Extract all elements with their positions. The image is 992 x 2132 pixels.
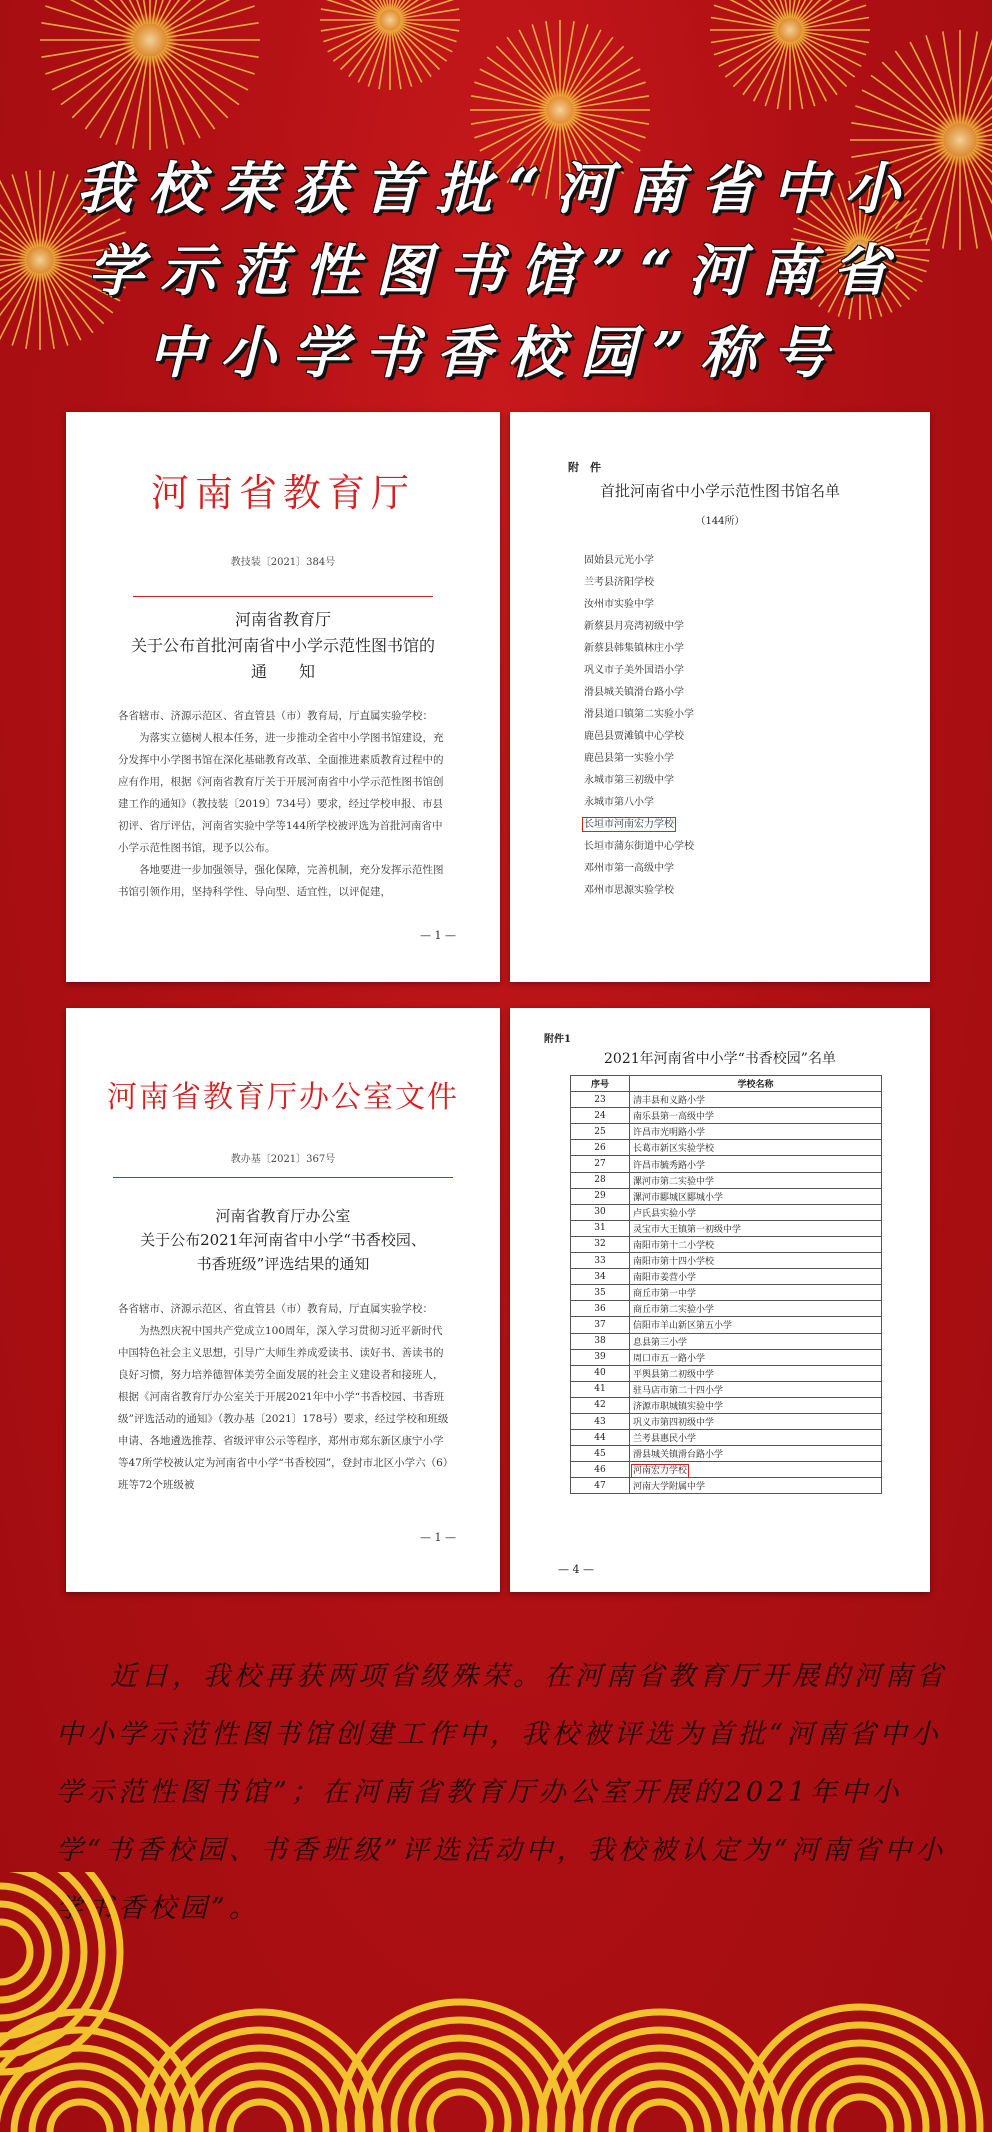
school-name: 巩义市第四初级中学 [630,1413,882,1429]
list-item: 鹿邑县第一实验小学 [584,753,674,764]
list-count: （144所） [695,516,745,527]
table-row [571,1365,882,1381]
list-item: 永城市第八小学 [584,797,654,808]
doc-number: 教办基〔2021〕367号 [230,1154,336,1165]
table-row [571,1349,882,1365]
table-row [571,1462,882,1478]
table-row [571,1204,882,1220]
school-name: 南阳市姜营小学 [630,1269,882,1285]
row-number: 37 [571,1317,630,1333]
row-number: 25 [571,1124,630,1140]
list-item-highlighted [584,814,694,836]
list-item: 兰考县济阳学校 [584,577,654,588]
doc-title-line3: 通 知 [250,662,315,681]
row-number: 31 [571,1220,630,1236]
row-number: 39 [571,1349,630,1365]
document-book-campus-list [510,1008,930,1592]
list-item: 汝州市实验中学 [584,599,654,610]
doc-title-line2: 关于公布2021年河南省中小学“书香校园、 [140,1231,426,1249]
document-library-list [510,412,930,982]
highlighted-school: 河南宏力学校 [633,1466,688,1477]
row-number: 36 [571,1301,630,1317]
table-row [571,1397,882,1413]
school-name: 周口市五一路小学 [630,1349,882,1365]
page-number: — 1 — [420,929,456,942]
body-paragraph: 各地要进一步加强领导，强化保障，完善机制，充分发挥示范性图书馆引领作用，坚持科学性、导向型、适宜性，以评促建， [118,864,444,898]
table-row [571,1478,882,1494]
school-name: 灵宝市大王镇第一初级中学 [630,1220,882,1236]
list-item: 邓州市第一高级中学 [584,863,674,874]
table-row [571,1220,882,1236]
school-name: 南乐县第一高级中学 [630,1108,882,1124]
list-item: 鹿邑县贾滩镇中心学校 [584,731,684,742]
list-title: 首批河南省中小学示范性图书馆名单 [599,482,840,500]
list-item: 巩义市子美外国语小学 [584,665,684,676]
table-body [571,1092,882,1494]
row-number: 46 [571,1462,630,1478]
doc-header: 河南省教育厅 [150,471,415,515]
table-row [571,1317,882,1333]
school-name: 卢氏县实验小学 [630,1204,882,1220]
document-notice-book-campus [66,1008,500,1592]
school-name [630,1462,882,1478]
row-number: 40 [571,1365,630,1381]
column-header-no: 序号 [571,1076,630,1092]
school-list [584,550,694,902]
document-notice-library [66,412,500,982]
row-number: 43 [571,1413,630,1429]
list-item: 邓州市思源实验学校 [584,885,674,896]
row-number: 33 [571,1253,630,1269]
row-number: 38 [571,1333,630,1349]
doc-title-line1: 河南省教育厅 [234,610,331,629]
list-item: 长垣市蒲东街道中心学校 [584,841,694,852]
doc-number: 教技装〔2021〕384号 [230,557,336,568]
body-paragraph: 为落实立德树人根本任务，进一步推动全省中小学图书馆建设，充分发挥中小学图书馆在深化基础教育改革、全面推进素质教育过程中的应有作用，根据《河南省教育厅关于开展河南省中小学示范性图书馆创建工作的通知》（教技装〔2019〕734号）要求，经过学校申报、市县初评、省厅评估，河南省实验中学等144所学校被评选为首批河南省中小学示范性图书馆，现予以公布。 [118,732,444,854]
salutation: 各省辖市、济源示范区、省直管县（市）教育局，厅直属实验学校： [118,710,433,722]
row-number: 35 [571,1285,630,1301]
school-name: 许昌市毓秀路小学 [630,1156,882,1172]
list-item: 滑县道口镇第二实验小学 [584,709,694,720]
school-name: 兰考县惠民小学 [630,1430,882,1446]
row-number: 28 [571,1172,630,1188]
school-name: 河南大学附属中学 [630,1478,882,1494]
table-row [571,1108,882,1124]
school-table [570,1075,882,1494]
row-number: 42 [571,1397,630,1413]
school-name: 平舆县第二初级中学 [630,1365,882,1381]
table-row [571,1446,882,1462]
table-row [571,1285,882,1301]
row-number: 47 [571,1478,630,1494]
row-number: 34 [571,1269,630,1285]
row-number: 26 [571,1140,630,1156]
row-number: 32 [571,1236,630,1252]
row-number: 44 [571,1430,630,1446]
school-name: 滑县城关镇滑台路小学 [630,1446,882,1462]
attachment-label: 附件1 [544,1034,571,1045]
doc-header: 河南省教育厅办公室文件 [107,1080,459,1115]
divider [133,596,433,597]
table-row [571,1140,882,1156]
list-item: 新蔡县韩集镇林庄小学 [584,643,684,654]
table-row [571,1124,882,1140]
doc-title-line3: 书香班级”评选结果的通知 [196,1255,370,1273]
list-item: 永城市第三初级中学 [584,775,674,786]
list-title: 2021年河南省中小学“书香校园”名单 [604,1051,836,1067]
doc-title-line1: 河南省教育厅办公室 [215,1207,351,1225]
table-row [571,1381,882,1397]
body-paragraph: 为热烈庆祝中国共产党成立100周年，深入学习贯彻习近平新时代中国特色社会主义思想，引导广大师生养成爱读书、读好书、善读书的良好习惯，努力培养德智体美劳全面发展的社会主义建设者和接班人，根据《河南省教育厅办公室关于开展2021年中小学“书香校园、书香班级”评选活动的通知》（教办基〔2021〕178号）要求，经过学校和班级申请、各地遴选推荐、省级评审公示等程序，郑州市郑东新区康宁小学等47所学校被认定为河南省中小学“书香校园”，登封市北区小学六（6）班等72个班级被 [118,1325,449,1491]
highlighted-school: 长垣市河南宏力学校 [584,819,674,830]
row-number: 27 [571,1156,630,1172]
school-name: 南阳市第十四小学校 [630,1253,882,1269]
list-item: 固始县元光小学 [584,555,654,566]
announcement-paragraph: 近日，我校再获两项省级殊荣。在河南省教育厅开展的河南省中小学示范性图书馆创建工作中，我校被评选为首批“河南省中小学示范性图书馆”；在河南省教育厅办公室开展的2021年中小学“书香校园、书香班级”评选活动中，我校被认定为“河南省中小学书香校园”。 [56,1661,947,1924]
school-name: 商丘市第二实验小学 [630,1301,882,1317]
divider [113,1177,453,1178]
list-item: 新蔡县月亮湾初级中学 [584,621,684,632]
school-name: 商丘市第一中学 [630,1285,882,1301]
school-name: 清丰县和义路小学 [630,1092,882,1108]
row-number: 45 [571,1446,630,1462]
row-number: 29 [571,1188,630,1204]
page-number: — 1 — [420,1531,456,1544]
salutation: 各省辖市、济源示范区、省直管县（市）教育局，厅直属实验学校： [118,1303,433,1315]
table-row [571,1413,882,1429]
row-number: 23 [571,1092,630,1108]
school-name: 息县第三小学 [630,1333,882,1349]
table-row [571,1236,882,1252]
row-number: 41 [571,1381,630,1397]
table-row [571,1333,882,1349]
table-row [571,1430,882,1446]
page-title: 我校荣获首批“河南省中小学示范性图书馆”“河南省中小学书香校园”称号 [75,156,917,386]
school-name: 长葛市新区实验学校 [630,1140,882,1156]
doc-title-line2: 关于公布首批河南省中小学示范性图书馆的 [130,636,435,655]
school-name: 许昌市光明路小学 [630,1124,882,1140]
attachment-label: 附 件 [568,461,601,474]
school-name: 漯河市第二实验中学 [630,1172,882,1188]
table-row [571,1269,882,1285]
school-name: 济源市职城镇实验中学 [630,1397,882,1413]
table-row [571,1092,882,1108]
table-row [571,1172,882,1188]
school-name: 漯河市郾城区郾城小学 [630,1188,882,1204]
row-number: 24 [571,1108,630,1124]
list-item: 滑县城关镇滑台路小学 [584,687,684,698]
table-row [571,1188,882,1204]
table-row [571,1156,882,1172]
row-number: 30 [571,1204,630,1220]
page-number: — 4 — [558,1563,594,1576]
school-name: 驻马店市第二十四小学 [630,1381,882,1397]
table-row [571,1253,882,1269]
school-name: 南阳市第十二小学校 [630,1236,882,1252]
decorative-arcs [0,1872,992,2132]
table-header-row [571,1076,882,1092]
table-row [571,1301,882,1317]
column-header-name: 学校名称 [630,1076,882,1092]
school-name: 信阳市羊山新区第五小学 [630,1317,882,1333]
